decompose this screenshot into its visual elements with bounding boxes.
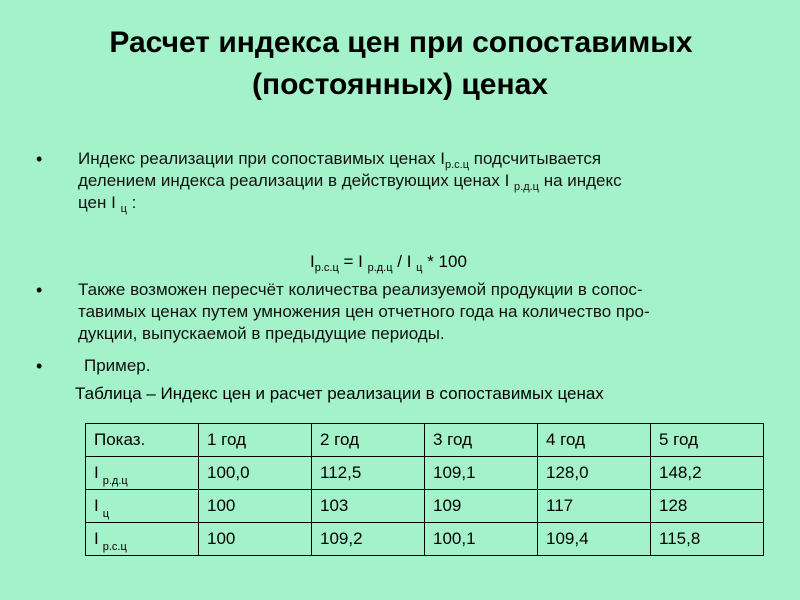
table-cell: 117 [538, 490, 651, 523]
table-cell: 112,5 [312, 457, 425, 490]
paragraph1-line1: Индекс реализации при сопоставимых ценах $I_{р.с.ц}$ подсчитывается [78, 149, 602, 171]
paragraph2-line2: тавимых ценах путем умножения цен отчетного года на количество про- [78, 302, 650, 321]
paragraph1-line2: делением индекса реализации в действующих ценах I $_{р.д.ц}$ на индекс [78, 171, 622, 193]
table-cell: 115,8 [651, 523, 764, 556]
bullet-3: • [36, 356, 43, 376]
table-cell: 100,0 [199, 457, 312, 490]
price-index-table [85, 423, 764, 556]
table-row [86, 490, 764, 523]
table-cell: 103 [312, 490, 425, 523]
formula: $I_{р.с.ц} = I$ $_{р.д.ц}$ / I $_ц$ * 100 [310, 252, 467, 274]
header-cell: 3 год [425, 424, 538, 457]
table-row [86, 523, 764, 556]
table-cell: 148,2 [651, 457, 764, 490]
header-cell: 4 год [538, 424, 651, 457]
example-label: Пример. [84, 356, 151, 375]
paragraph2-line3: дукции, выпускаемой в предыдущие периоды. [78, 324, 445, 343]
table-cell: 128,0 [538, 457, 651, 490]
table-row [86, 457, 764, 490]
table-cell: 109,4 [538, 523, 651, 556]
paragraph-recalculation [78, 279, 650, 345]
header-cell: 2 год [312, 424, 425, 457]
header-cell: Показ. [86, 424, 199, 457]
row-label: I $_{р.с.ц}$ [86, 523, 199, 556]
paragraph1-line3: цен I $_ц$ : [78, 193, 137, 215]
bullet-2: • [36, 280, 43, 300]
table-cell: 109,2 [312, 523, 425, 556]
paragraph2-line1: Также возможен пересчёт количества реализуемой продукции в сопос- [78, 280, 643, 299]
table-cell: 100 [199, 490, 312, 523]
table-caption: Таблица – Индекс цен и расчет реализации в сопоставимых ценах [75, 384, 604, 403]
slide-title [0, 22, 800, 106]
title-line-1: Расчет индекса цен при сопоставимых [109, 26, 693, 59]
row-label: I $_ц$ [86, 490, 199, 523]
header-cell: 1 год [199, 424, 312, 457]
table-cell: 128 [651, 490, 764, 523]
bullet-1: • [36, 149, 43, 169]
header-cell: 5 год [651, 424, 764, 457]
paragraph-index-realization [78, 148, 622, 214]
table-cell: 109 [425, 490, 538, 523]
table-cell: 100,1 [425, 523, 538, 556]
table-header-row [86, 424, 764, 457]
table-cell: 109,1 [425, 457, 538, 490]
row-label: I $_{р.д.ц}$ [86, 457, 199, 490]
table-cell: 100 [199, 523, 312, 556]
title-line-2: (постоянных) ценах [252, 68, 548, 101]
